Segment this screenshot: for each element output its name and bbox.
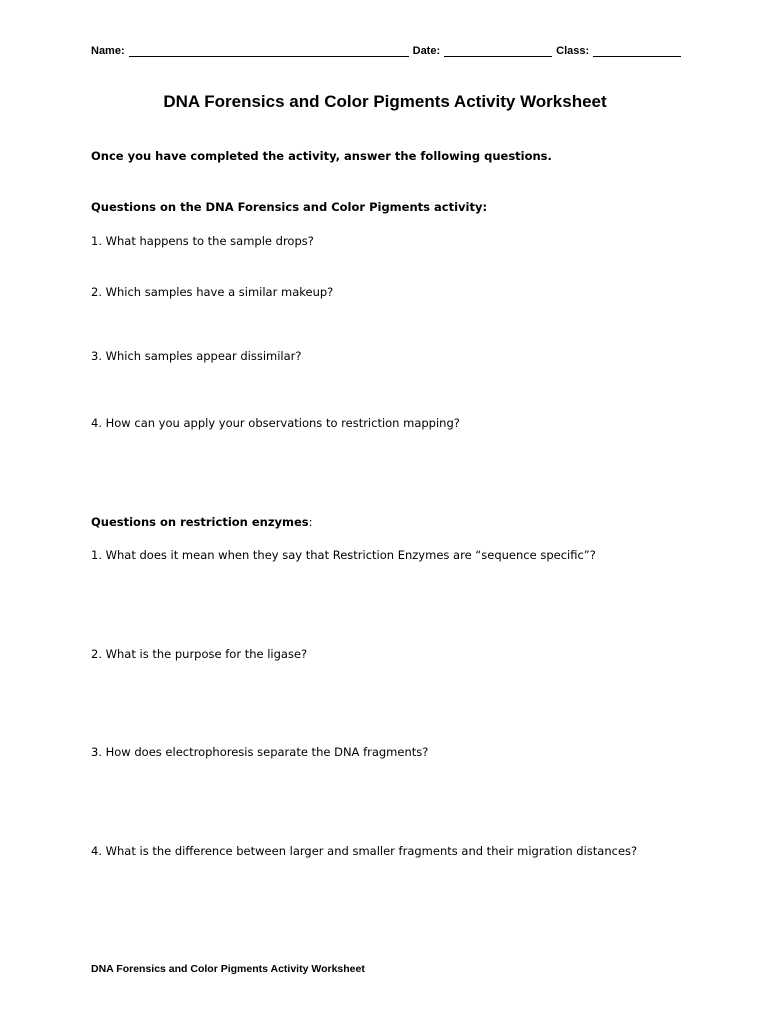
instructions: Once you have completed the activity, answer the following questions. [91, 149, 552, 163]
section1-question-4: 4. How can you apply your observations to restriction mapping? [91, 416, 460, 430]
section1-heading: Questions on the DNA Forensics and Color Pigments activity: [91, 200, 488, 214]
section1-question-2: 2. Which samples have a similar makeup? [91, 285, 334, 299]
date-blank[interactable] [444, 46, 552, 57]
section1-question-1: 1. What happens to the sample drops? [91, 234, 314, 248]
section2-question-3: 3. How does electrophoresis separate the DNA fragments? [91, 745, 429, 759]
name-label: Name: [91, 45, 125, 57]
page-footer: DNA Forensics and Color Pigments Activity Worksheet [91, 963, 365, 975]
page-title: DNA Forensics and Color Pigments Activity Worksheet [163, 92, 607, 111]
section2-heading-line [91, 515, 313, 529]
section2-question-1: 1. What does it mean when they say that Restriction Enzymes are “sequence specific”? [91, 548, 596, 562]
header-fields [91, 45, 691, 57]
name-blank[interactable] [129, 46, 409, 57]
section2-question-2: 2. What is the purpose for the ligase? [91, 647, 308, 661]
date-label: Date: [412, 45, 441, 57]
class-label: Class: [556, 45, 590, 57]
section1-question-3: 3. Which samples appear dissimilar? [91, 349, 302, 363]
section2-question-4: 4. What is the difference between larger and smaller fragments and their migration distances? [91, 844, 638, 858]
class-blank[interactable] [593, 46, 681, 57]
section2-heading-colon: : [308, 515, 313, 529]
section2-heading: Questions on restriction enzymes [91, 515, 309, 529]
